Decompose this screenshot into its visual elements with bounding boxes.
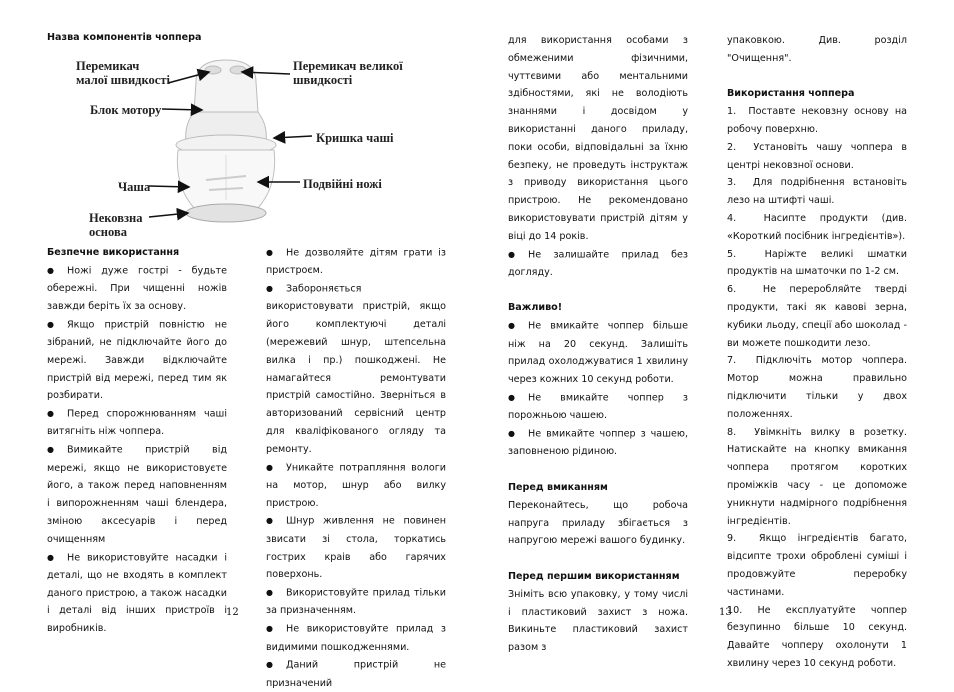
before-first-use-heading: Перед першим використанням — [508, 570, 680, 582]
label-high-speed: Перемикач великої швидкості — [293, 59, 403, 87]
list-item: 2. Установіть чашу чоппера в центрі нековзної основи. — [727, 141, 907, 171]
paragraph: Зніміть всю упаковку, у тому числі і пластиковий захист з ножа. Викиньте пластиковий захист разом з — [508, 588, 688, 654]
list-item: ● Даний пристрій не призначений — [266, 656, 446, 692]
list-item: 6. Не переробляйте тверді продукти, такі як кавові зерна, кубики льоду, спеції або шоколад - ви можете пошкодити лезо. — [727, 284, 907, 349]
chopper-base — [186, 204, 266, 222]
list-item: ● Використовуйте прилад тільки за призначенням. — [266, 584, 446, 620]
left-column-1 — [47, 244, 227, 638]
list-item: ● Вимикайте пристрій від мережі, якщо не використовуєте його, а також перед наповненням і випорожненням чаші блендера, зміною аксесуарів і перед очищенням — [47, 441, 227, 548]
label-bowl: Чаша — [118, 180, 151, 194]
paragraph: Переконайтесь, що робоча напруга приладу збігається з напругою мережі вашого будинку. — [508, 499, 688, 547]
paragraph: упаковкою. Див. розділ "Очищення". — [727, 35, 907, 64]
page-number-left: 12 — [226, 607, 239, 618]
list-item: ● Не вмикайте чоппер з порожньою чашею. — [508, 389, 688, 425]
list-item: ● Не використовуйте насадки і деталі, що не входять в комплект даного пристрою, а також насадки і деталі від інших пристроїв і виробників. — [47, 549, 227, 638]
list-item: ● Уникайте потрапляння вологи на мотор, шнур або вилку пристрою. — [266, 459, 446, 513]
list-item: 10. Не експлуатуйте чоппер безупинно більше 10 секунд. Давайте чопперу охолонути 1 хвилину через 10 секунд роботи. — [727, 604, 907, 669]
label-base: Нековзна основа — [89, 211, 143, 239]
list-item: ● Не дозволяйте дітям грати із пристроєм. — [266, 244, 446, 280]
list-item: ● Шнур живлення не повинен звисати зі стола, торкатись гострих краів або гарячих поверхонь. — [266, 512, 446, 584]
safe-use-heading: Безпечне використання — [47, 247, 180, 258]
before-on-heading: Перед вмиканням — [508, 481, 608, 493]
list-item: ● Забороняється використовувати пристрій, якщо його комплектуючі деталі (мережевий шнур, штепсельна вилка і пр.) пошкоджені. Не намагайтеся ремонтувати пристрій самостійно. Зверніться в авторизований сервісний центр для кваліфікованого огляду та ремонту. — [266, 280, 446, 458]
list-item: ● Якщо пристрій повністю не зібраний, не підключайте його до мережі. Завжди відключайте пристрій від мережі, перед тим як розбирати. — [47, 316, 227, 405]
components-title: Назва компонентів чоппера — [47, 32, 202, 43]
left-column-2 — [266, 244, 446, 692]
list-item: ● Не залишайте прилад без догляду. — [508, 246, 688, 282]
list-item: 3. Для подрібнення встановіть лезо на штифті чаші. — [727, 177, 907, 207]
list-item: ● Перед спорожнюванням чаші витягніть ніж чоппера. — [47, 405, 227, 441]
label-blades: Подвійні ножі — [303, 177, 382, 191]
usage-heading: Використання чоппера — [727, 88, 855, 100]
important-heading: Важливо! — [508, 302, 563, 314]
paragraph: для використання особами з обмеженими фізичними, чуттєвими або ментальними здібностями, які не володіють знаннями і досвідом у використанні даного приладу, поки особи, відповідальні за їхню безпеку, не проведуть інструктаж з приводу використання цього пристрою. Не рекомендовано використовувати пристрій дітям у віці до 14 років. — [508, 35, 688, 242]
list-item: 9. Якщо інгредієнтів багато, відсипте трохи оброблені суміші і продовжуйте переробку частинами. — [727, 533, 907, 598]
label-motor: Блок мотору — [90, 103, 162, 117]
right-column-2 — [727, 32, 907, 673]
list-item: ● Ножі дуже гострі - будьте обережні. При чищенні ножів завжди беріть їх за основу. — [47, 262, 227, 316]
list-item: 8. Увімкніть вилку в розетку. Натискайте на кнопку вмикання чоппера протягом коротких проміжків часу - це допоможе уникнути надмірного подрібнення інгредієнтів. — [727, 426, 907, 527]
label-lid: Кришка чаші — [316, 131, 394, 145]
page-number-right: 13 — [719, 607, 732, 618]
right-column-1 — [508, 32, 688, 657]
list-item: 1. Поставте нековзну основу на робочу поверхню. — [727, 106, 907, 135]
list-item: 5. Наріжте великі шматки продуктів на шматочки по 1-2 см. — [727, 248, 907, 278]
list-item: ● Не вмикайте чоппер з чашею, заповненою рідиною. — [508, 425, 688, 461]
list-item: ● Не вмикайте чоппер більше ніж на 20 секунд. Залишіть прилад охолоджуватися 1 хвилину через кожних 10 секунд роботи. — [508, 317, 688, 389]
list-item: 7. Підключіть мотор чоппера. Мотор можна правильно підключити тільки у двох положеннях. — [727, 355, 907, 420]
list-item: 4. Насипте продукти (див. «Короткий посібник інгредієнтів»). — [727, 212, 907, 242]
list-item: ● Не використовуйте прилад з видимими пошкодженнями. — [266, 620, 446, 656]
label-low-speed: Перемикач малої швидкості — [76, 59, 170, 87]
